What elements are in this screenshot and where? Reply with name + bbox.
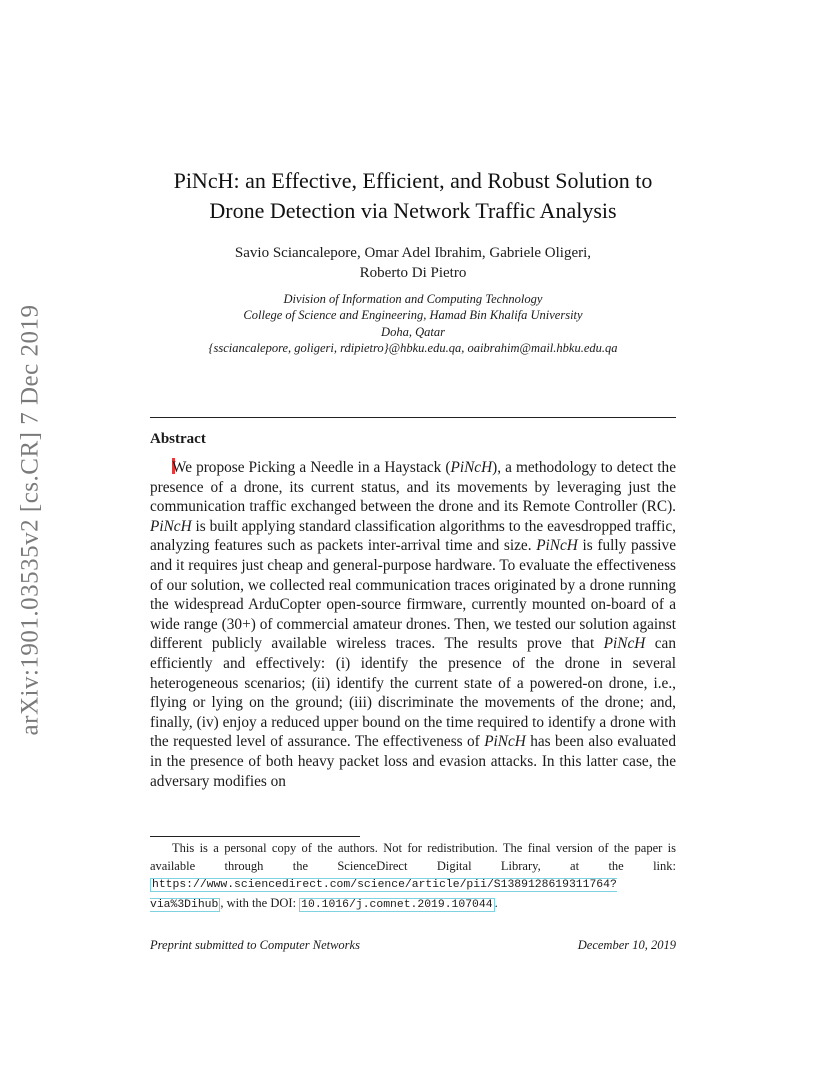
arxiv-sidebar-stamp — [10, 290, 50, 750]
abstract-text-run: is built applying standard classification algorithms to the eavesdropped traffic, analyzing features such as packets inter-arrival time and size. — [150, 517, 676, 555]
abstract-italic-term: PiNcH — [450, 459, 493, 476]
affiliation-block — [150, 291, 676, 356]
footnote-text: This is a personal copy of the authors. Not for redistribution. The final version of the paper is available through the ScienceDirect Digital Library, at the link: — [150, 841, 676, 873]
affiliation-location: Doha, Qatar — [381, 324, 445, 339]
abstract-text-run: ), a methodology to detect the presence of a drone, its current status, and its movements by leveraging just the communication traffic exchanged between the drone and its Remote Controller (RC). — [150, 459, 676, 516]
sciencedirect-link[interactable]: https://www.sciencedirect.com/science/article/pii/S1389128619311764?via%3Dihub — [150, 879, 617, 911]
abstract-top-rule — [150, 417, 676, 418]
doi-link[interactable]: 10.1016/j.comnet.2019.107044 — [301, 898, 493, 911]
author-list — [150, 243, 676, 283]
abstract-heading: Abstract — [150, 431, 206, 447]
footnote-end: . — [494, 895, 498, 910]
preprint-note: Preprint submitted to Computer Networks — [150, 938, 360, 952]
abstract-italic-term: PiNcH — [536, 537, 578, 555]
preprint-date: December 10, 2019 — [577, 938, 676, 952]
abstract-italic-term: PiNcH — [150, 517, 192, 535]
footnote — [150, 840, 676, 914]
footnote-rule — [150, 836, 360, 837]
affiliation-college: College of Science and Engineering, Hamad Bin Khalifa University — [243, 308, 583, 323]
arxiv-id-text: arXiv:1901.03535v2 [cs.CR] 7 Dec 2019 — [16, 304, 44, 736]
abstract-text-run: has been also evaluated in the presence of both heavy packet loss and evasion attacks. In this latter case, the adversary modifies on — [150, 733, 677, 790]
abstract-text-run: We propose Picking a Needle in a Haystack ( — [172, 459, 451, 476]
title-line-2: Drone Detection via Network Traffic Analysis — [209, 198, 617, 223]
footnote-middle: , with the DOI: — [220, 895, 300, 910]
affiliation-emails: {ssciancalepore, goligeri, rdipietro}@hbku.edu.qa, oaibrahim@mail.hbku.edu.qa — [208, 340, 618, 355]
abstract-body — [150, 458, 676, 791]
abstract-text-run: can efficiently and effectively: (i) identify the presence of the drone in several heterogeneous scenarios; (ii) identify the current state of a powered-on drone, i.e., flying or lying on the ground; (iii) discriminate the movements of the drone; and, finally, (iv) enjoy a reduced upper bound on the time required to identify a drone with the requested level of assurance. The effectiveness of — [150, 635, 676, 751]
affiliation-division: Division of Information and Computing Technology — [283, 292, 543, 306]
title-line-1: PiNcH: an Effective, Efficient, and Robust Solution to — [173, 168, 653, 193]
authors-line-1: Savio Sciancalepore, Omar Adel Ibrahim, Gabriele Oligeri, — [234, 245, 592, 261]
authors-line-2: Roberto Di Pietro — [359, 265, 467, 281]
paper-title — [150, 166, 676, 226]
abstract-italic-term: PiNcH — [603, 635, 646, 653]
abstract-italic-term: PiNcH — [484, 733, 526, 751]
abstract-text-run: is fully passive and it requires just cheap and general-purpose hardware. To evaluate the effectiveness of our solution, we collected real communication traces originated by a drone running the widespread ArduCopter open-source firmware, currently mounted on-board of a wide range (30+) of commercial amateur drones. Then, we tested our solution against different publicly available wireless traces. The results prove that — [150, 537, 676, 653]
